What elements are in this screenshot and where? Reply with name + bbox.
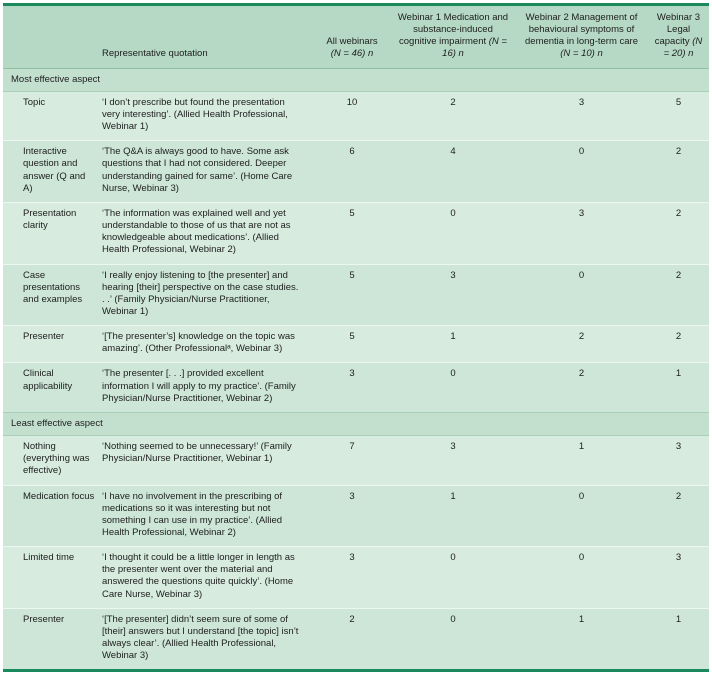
count-cell-webinar-1: 0: [450, 207, 456, 219]
section-label: Most effective aspect: [11, 73, 101, 85]
header-col-sample: (N = 16) n: [442, 36, 507, 60]
quotation-cell: ‘I have no involvement in the prescribing of medications so it was interesting but not something I can use in my practice’. (Allied Health Professional, Webinar 2): [102, 490, 283, 538]
count-cell-webinar-3: 2: [675, 331, 682, 343]
header-webinar-3: [648, 5, 709, 69]
count-cell-webinar-2: 0: [578, 146, 585, 158]
table-row: [3, 326, 709, 363]
count-cell-webinar-2: 0: [578, 552, 585, 564]
quotation-cell: ‘The presenter [. . .] provided excellent information I will apply to my practice’. (Family Physician/Nurse Practitioner, Webinar 2): [102, 368, 296, 404]
quotation-cell: ‘I don’t prescribe but found the presentation very interesting’. (Allied Health Professional, Webinar 1): [102, 96, 288, 133]
aspect-cell: Presentation clarity: [23, 207, 77, 232]
header-col-sample: (N = 46) n: [330, 48, 374, 60]
count-cell-all-webinars: 2: [349, 613, 355, 625]
header-aspect-spacer: [3, 5, 100, 69]
header-col-wrap: [326, 36, 378, 60]
aspect-cell: Limited time: [23, 552, 75, 564]
count-cell-webinar-2: 1: [578, 441, 585, 453]
section-header-row-most-effective: [3, 68, 709, 91]
count-cell-webinar-3: 3: [675, 441, 682, 453]
count-cell-webinar-1: 3: [450, 269, 456, 281]
aspect-cell: Medication focus: [23, 490, 95, 502]
quotation-cell: ‘[The presenter] didn’t seem sure of some of [their] answers but I understand [the topic] isn’t always clear’. (Allied Health Professional, Webinar 3): [102, 613, 299, 662]
count-cell-webinar-1: 3: [450, 441, 456, 453]
header-webinar-1: [391, 5, 515, 69]
count-cell-all-webinars: 5: [349, 207, 355, 219]
aspect-cell: Interactive question and answer (Q and A): [23, 146, 86, 194]
header-col-title: Webinar 3 Legal capacity: [654, 12, 701, 48]
header-col-sample: (N = 20) n: [663, 36, 703, 60]
quotation-cell: ‘Nothing seemed to be unnecessary!’ (Family Physician/Nurse Practitioner, Webinar 1): [102, 441, 292, 465]
table-row: [3, 547, 709, 609]
count-cell-webinar-2: 0: [578, 490, 585, 502]
aspect-cell: Nothing (everything was effective): [23, 441, 90, 477]
quotation-cell: ‘[The presenter’s] knowledge on the topic was amazing’. (Other Professionalᵃ, Webinar 3): [102, 331, 295, 355]
aspect-cell: Presenter: [23, 331, 65, 343]
header-col-wrap: [519, 12, 644, 61]
table-row: [3, 264, 709, 326]
section-header-row-least-effective: [3, 412, 709, 435]
count-cell-webinar-2: 3: [578, 96, 585, 108]
header-col-wrap: [652, 12, 705, 61]
count-cell-webinar-1: 0: [450, 368, 456, 380]
count-cell-all-webinars: 3: [349, 490, 355, 502]
count-cell-webinar-2: 1: [578, 613, 585, 625]
count-cell-all-webinars: 5: [349, 331, 355, 343]
count-cell-webinar-3: 3: [675, 552, 682, 564]
header-webinar-2: [515, 5, 648, 69]
count-cell-webinar-2: 2: [578, 368, 585, 380]
count-cell-webinar-1: 2: [450, 96, 456, 108]
table-row: [3, 436, 709, 485]
count-cell-webinar-1: 1: [450, 490, 456, 502]
header-col-sample: (N = 10) n: [560, 48, 603, 60]
count-cell-all-webinars: 3: [349, 368, 355, 380]
header-col-title: Webinar 1 Medication and substance-induced cognitive impairment: [397, 12, 509, 48]
quotation-cell: ‘The information was explained well and yet understandable to those of us that are not as knowledgeable about medications’. (Allied Health Professional, Webinar 2): [102, 207, 291, 256]
table-row: [3, 141, 709, 203]
count-cell-webinar-3: 1: [675, 613, 682, 625]
count-cell-webinar-3: 2: [675, 207, 682, 219]
table-row: [3, 202, 709, 264]
aspect-cell: Clinical applicability: [23, 368, 73, 392]
webinar-feedback-table: [3, 3, 709, 672]
header-col-title: All webinars: [326, 36, 378, 48]
count-cell-webinar-2: 2: [578, 331, 585, 343]
count-cell-webinar-3: 2: [675, 146, 682, 158]
table-row: [3, 363, 709, 412]
table-row: [3, 485, 709, 547]
count-cell-all-webinars: 3: [349, 552, 355, 564]
count-cell-webinar-3: 2: [675, 269, 682, 281]
aspect-cell: Presenter: [23, 613, 65, 625]
table-row: [3, 608, 709, 671]
count-cell-all-webinars: 10: [346, 96, 358, 108]
count-cell-all-webinars: 6: [349, 146, 355, 158]
count-cell-all-webinars: 5: [349, 269, 355, 281]
table-header-row: [3, 5, 709, 69]
count-cell-webinar-1: 0: [450, 552, 456, 564]
count-cell-webinar-1: 0: [450, 613, 456, 625]
count-cell-webinar-3: 2: [675, 490, 682, 502]
quotation-cell: ‘The Q&A is always good to have. Some ask questions that I had not considered. Deeper understanding gained for same’. (Home Care Nurse, Webinar 3): [102, 146, 293, 194]
header-col-title: Webinar 2 Management of behavioural symptoms of dementia in long-term care: [525, 12, 638, 48]
section-label: Least effective aspect: [11, 417, 103, 429]
count-cell-webinar-1: 1: [450, 331, 456, 343]
aspect-cell: Case presentations and examples: [23, 269, 83, 305]
header-representative-quotation: Representative quotation: [100, 5, 313, 69]
header-col-wrap: [395, 12, 511, 61]
count-cell-webinar-3: 5: [675, 96, 682, 108]
count-cell-webinar-1: 4: [450, 146, 456, 158]
count-cell-webinar-3: 1: [675, 368, 682, 380]
count-cell-webinar-2: 0: [578, 269, 585, 281]
aspect-cell: Topic: [23, 96, 46, 108]
quotation-cell: ‘I thought it could be a little longer in length as the presenter went over the material and answered the questions quite quickly’. (Home Care Nurse, Webinar 3): [102, 552, 295, 600]
quotation-cell: ‘I really enjoy listening to [the presenter] and hearing [their] perspective on the case studies. . .’ (Family Physician/Nurse Practitioner, Webinar 1): [102, 269, 299, 317]
header-all-webinars: [313, 5, 391, 69]
table-row: [3, 91, 709, 140]
count-cell-all-webinars: 7: [349, 441, 355, 453]
count-cell-webinar-2: 3: [578, 207, 585, 219]
